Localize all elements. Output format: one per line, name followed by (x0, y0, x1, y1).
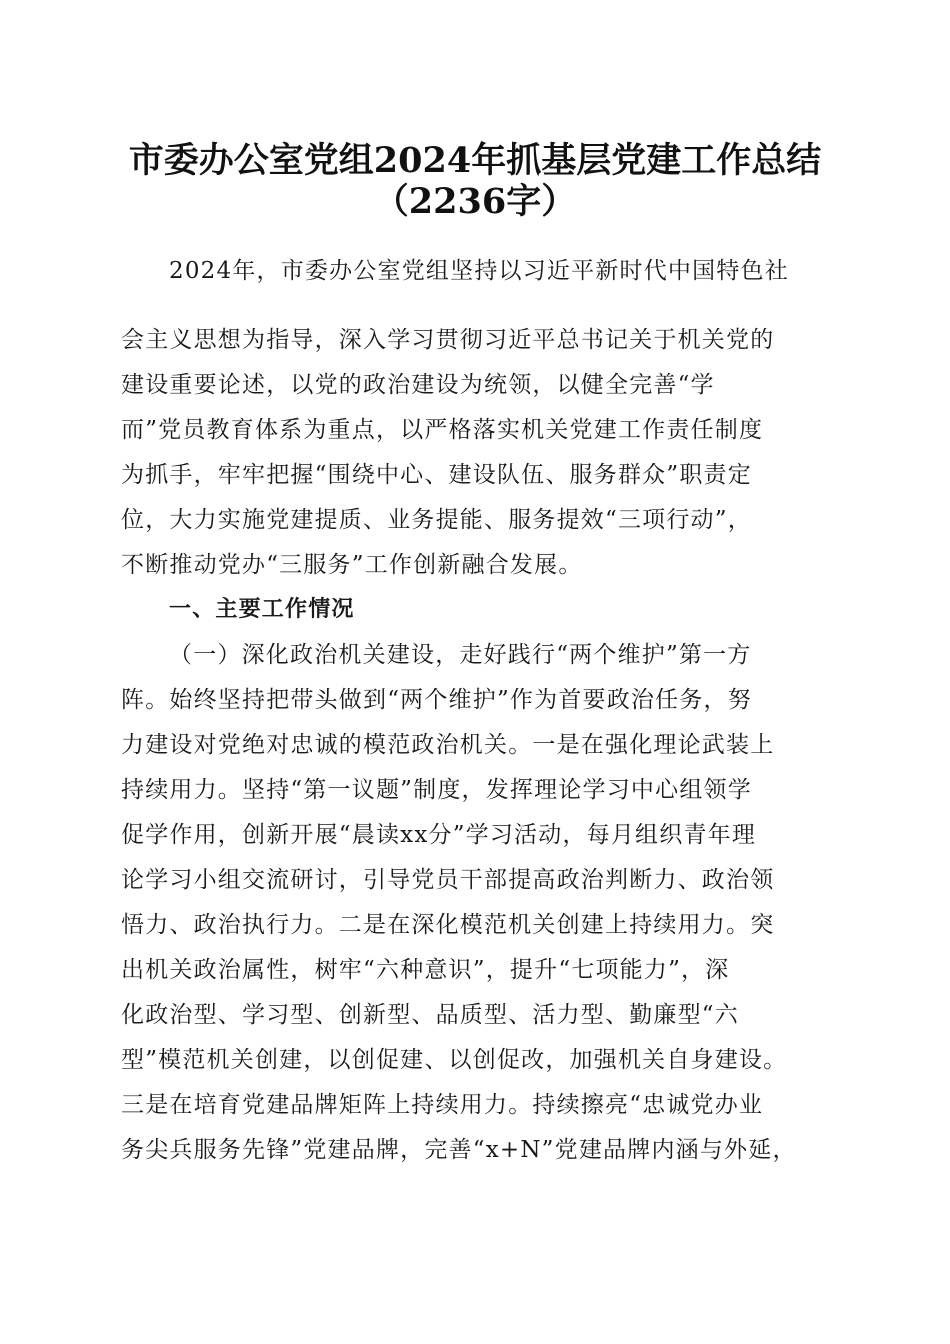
document-title: 市委办公室党组2024年抓基层党建工作总结 (128, 140, 822, 181)
paragraph-line: 会主义思想为指导，深入学习贯彻习近平总书记关于机关党的 (121, 327, 775, 353)
paragraph-line: 而”党员教育体系为重点，以严格落实机关党建工作责任制度 (121, 417, 764, 443)
paragraph-line: 力建设对党绝对忠诚的模范政治机关。一是在强化理论武装上 (121, 732, 775, 758)
paragraph-line: 务尖兵服务先锋”党建品牌，完善“x+N”党建品牌内涵与外延， (121, 1137, 797, 1163)
document-subtitle-word-count: （2236字） (373, 181, 577, 222)
paragraph-line: 促学作用，创新开展“晨读xx分”学习活动，每月组织青年理 (121, 822, 757, 848)
paragraph-line: 为抓手，牢牢把握“围绕中心、建设队伍、服务群众”职责定 (121, 462, 752, 488)
paragraph-line: 不断推动党办“三服务”工作创新融合发展。 (121, 552, 583, 578)
paragraph-line: 出机关政治属性，树牢“六种意识”，提升“七项能力”，深 (121, 957, 730, 983)
paragraph-line: 悟力、政治执行力。二是在深化模范机关创建上持续用力。突 (121, 912, 775, 938)
paragraph-line: 阵。始终坚持把带头做到“两个维护”作为首要政治任务，努 (121, 687, 752, 713)
paragraph-line: 位，大力实施党建提质、业务提能、服务提效“三项行动”， (121, 507, 752, 533)
paragraph-line: 2024年，市委办公室党组坚持以习近平新时代中国特色社 (169, 258, 789, 284)
section-heading: 一、主要工作情况 (169, 597, 355, 622)
paragraph-line: 三是在培育党建品牌矩阵上持续用力。持续擦亮“忠诚党办业 (121, 1092, 764, 1118)
paragraph-line: 型”模范机关创建，以创促建、以创促改，加强机关自身建设。 (121, 1047, 788, 1073)
paragraph-line: 持续用力。坚持“第一议题”制度，发挥理论学习中心组领学 (121, 777, 752, 803)
paragraph-line: 建设重要论述，以党的政治建设为统领，以健全完善“学 (121, 372, 715, 398)
paragraph-line: 化政治型、学习型、创新型、品质型、活力型、勤廉型“六 (121, 1002, 739, 1028)
paragraph-line: （一）深化政治机关建设，走好践行“两个维护”第一方 (169, 642, 752, 668)
paragraph-line: 论学习小组交流研讨，引导党员干部提高政治判断力、政治领 (121, 867, 775, 893)
